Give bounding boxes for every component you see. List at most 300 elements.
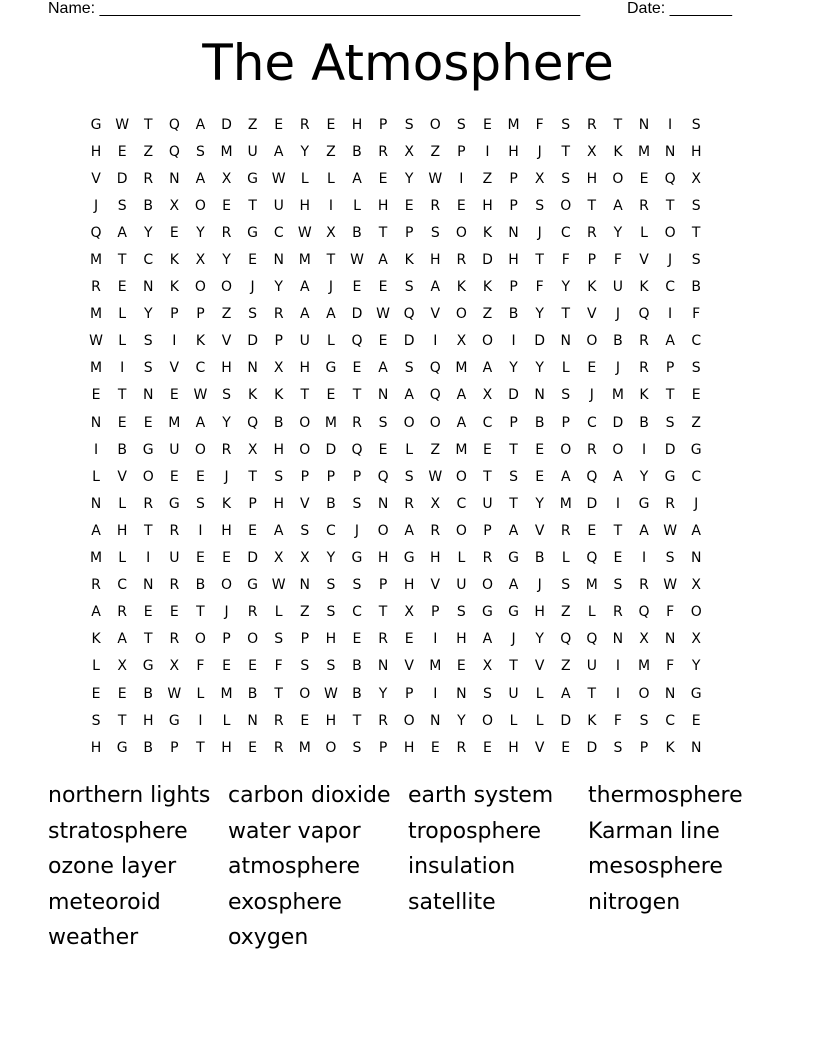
grid-cell[interactable]: M — [298, 739, 311, 756]
grid-cell[interactable]: S — [561, 577, 571, 594]
grid-cell[interactable]: E — [404, 631, 414, 648]
grid-cell[interactable]: Q — [247, 414, 259, 431]
grid-cell[interactable]: P — [196, 306, 205, 323]
grid-cell[interactable]: B — [508, 306, 519, 323]
grid-cell[interactable]: Z — [560, 604, 571, 621]
grid-cell[interactable]: N — [377, 387, 389, 404]
grid-cell[interactable]: F — [196, 658, 205, 675]
grid-cell[interactable]: S — [404, 116, 414, 133]
grid-cell[interactable]: W — [271, 170, 286, 187]
grid-cell[interactable]: Y — [535, 631, 544, 648]
grid-cell[interactable]: N — [90, 414, 102, 431]
grid-cell[interactable]: R — [273, 306, 284, 323]
grid-cell[interactable]: N — [508, 224, 519, 241]
grid-cell[interactable]: L — [535, 712, 544, 729]
grid-cell[interactable]: G — [142, 658, 154, 675]
grid-cell[interactable]: E — [248, 522, 258, 539]
grid-cell[interactable]: V — [169, 360, 180, 377]
grid-cell[interactable]: A — [273, 522, 284, 539]
grid-cell[interactable]: T — [117, 712, 127, 729]
grid-cell[interactable]: N — [560, 333, 571, 350]
grid-cell[interactable]: A — [508, 577, 519, 594]
grid-cell[interactable]: S — [143, 333, 153, 350]
grid-cell[interactable]: P — [431, 604, 440, 621]
grid-cell[interactable]: F — [535, 279, 544, 296]
grid-cell[interactable]: I — [668, 116, 673, 133]
grid-cell[interactable]: E — [326, 116, 336, 133]
grid-cell[interactable]: G — [508, 604, 519, 621]
grid-cell[interactable]: E — [274, 116, 284, 133]
grid-cell[interactable]: E — [169, 224, 179, 241]
grid-cell[interactable]: Y — [535, 495, 544, 512]
grid-cell[interactable]: N — [247, 360, 258, 377]
grid-cell[interactable]: O — [221, 577, 233, 594]
grid-cell[interactable]: Q — [429, 360, 441, 377]
grid-cell[interactable]: Y — [691, 658, 701, 675]
grid-cell[interactable]: W — [428, 170, 443, 187]
grid-cell[interactable]: V — [430, 306, 441, 323]
grid-cell[interactable]: X — [195, 252, 206, 269]
grid-cell[interactable]: R — [456, 739, 467, 756]
grid-cell[interactable]: T — [665, 197, 675, 214]
grid-cell[interactable]: K — [456, 279, 466, 296]
grid-cell[interactable]: Y — [535, 306, 544, 323]
grid-cell[interactable]: X — [691, 631, 701, 648]
grid-cell[interactable]: T — [509, 495, 518, 512]
grid-cell[interactable]: L — [353, 197, 361, 214]
grid-cell[interactable]: X — [169, 658, 180, 675]
grid-cell[interactable]: G — [690, 441, 702, 458]
grid-cell[interactable]: O — [455, 468, 467, 485]
grid-cell[interactable]: E — [691, 712, 701, 729]
grid-cell[interactable]: U — [586, 658, 597, 675]
grid-cell[interactable]: O — [455, 306, 467, 323]
grid-cell[interactable]: Q — [638, 306, 650, 323]
grid-cell[interactable]: O — [560, 197, 572, 214]
grid-cell[interactable]: J — [224, 604, 229, 621]
grid-cell[interactable]: Q — [586, 468, 598, 485]
grid-cell[interactable]: N — [273, 252, 284, 269]
grid-cell[interactable]: O — [481, 577, 493, 594]
grid-cell[interactable]: E — [248, 658, 258, 675]
grid-cell[interactable]: G — [508, 550, 519, 567]
grid-cell[interactable]: S — [639, 712, 649, 729]
grid-cell[interactable]: I — [198, 522, 203, 539]
grid-cell[interactable]: S — [456, 116, 466, 133]
grid-cell[interactable]: F — [535, 116, 544, 133]
grid-cell[interactable]: S — [691, 360, 701, 377]
grid-cell[interactable]: C — [352, 604, 362, 621]
grid-cell[interactable]: X — [326, 224, 336, 241]
grid-cell[interactable]: I — [459, 170, 464, 187]
grid-cell[interactable]: A — [300, 306, 310, 323]
grid-cell[interactable]: G — [351, 550, 363, 567]
grid-cell[interactable]: B — [195, 577, 206, 594]
grid-cell[interactable]: M — [324, 414, 337, 431]
grid-cell[interactable]: X — [221, 170, 232, 187]
grid-cell[interactable]: H — [299, 360, 311, 377]
grid-cell[interactable]: S — [274, 468, 284, 485]
grid-cell[interactable]: M — [90, 306, 103, 323]
grid-cell[interactable]: E — [613, 550, 623, 567]
grid-cell[interactable]: S — [561, 387, 571, 404]
grid-cell[interactable]: X — [404, 604, 414, 621]
grid-cell[interactable]: L — [561, 550, 570, 567]
grid-cell[interactable]: E — [404, 197, 414, 214]
grid-cell[interactable]: O — [299, 414, 311, 431]
grid-cell[interactable]: N — [690, 739, 702, 756]
grid-cell[interactable]: W — [271, 577, 286, 594]
grid-cell[interactable]: L — [640, 224, 648, 241]
grid-cell[interactable]: G — [168, 495, 180, 512]
grid-cell[interactable]: W — [193, 387, 208, 404]
grid-cell[interactable]: J — [615, 306, 620, 323]
grid-cell[interactable]: A — [639, 522, 649, 539]
grid-cell[interactable]: A — [195, 116, 206, 133]
grid-cell[interactable]: C — [195, 360, 206, 377]
grid-cell[interactable]: E — [91, 685, 101, 702]
grid-cell[interactable]: N — [534, 387, 545, 404]
grid-cell[interactable]: Y — [222, 414, 231, 431]
grid-cell[interactable]: I — [433, 631, 438, 648]
grid-cell[interactable]: R — [430, 522, 441, 539]
grid-cell[interactable]: A — [691, 522, 701, 539]
grid-cell[interactable]: E — [248, 739, 258, 756]
grid-cell[interactable]: G — [325, 360, 337, 377]
grid-cell[interactable]: A — [560, 685, 571, 702]
grid-cell[interactable]: O — [194, 631, 206, 648]
grid-cell[interactable]: Q — [586, 631, 598, 648]
grid-cell[interactable]: T — [613, 522, 623, 539]
grid-cell[interactable]: P — [587, 252, 597, 269]
grid-cell[interactable]: Z — [300, 604, 310, 621]
grid-cell[interactable]: P — [222, 631, 231, 648]
grid-cell[interactable]: A — [326, 306, 336, 323]
grid-cell[interactable]: A — [613, 197, 623, 214]
grid-cell[interactable]: K — [613, 143, 623, 160]
grid-cell[interactable]: E — [561, 739, 571, 756]
grid-cell[interactable]: Z — [143, 143, 154, 160]
grid-cell[interactable]: O — [638, 685, 650, 702]
grid-cell[interactable]: S — [352, 577, 362, 594]
grid-cell[interactable]: W — [663, 522, 678, 539]
grid-cell[interactable]: E — [169, 604, 179, 621]
grid-cell[interactable]: S — [326, 658, 336, 675]
grid-cell[interactable]: T — [274, 685, 283, 702]
grid-cell[interactable]: E — [195, 468, 205, 485]
grid-cell[interactable]: A — [352, 170, 362, 187]
grid-cell[interactable]: A — [482, 360, 493, 377]
grid-cell[interactable]: A — [117, 224, 127, 241]
grid-cell[interactable]: P — [170, 306, 179, 323]
grid-cell[interactable]: M — [220, 685, 233, 702]
grid-cell[interactable]: V — [534, 739, 545, 756]
grid-cell[interactable]: C — [665, 712, 675, 729]
grid-cell[interactable]: S — [404, 279, 414, 296]
grid-cell[interactable]: Q — [90, 224, 102, 241]
grid-cell[interactable]: S — [613, 577, 623, 594]
grid-cell[interactable]: W — [89, 333, 103, 350]
grid-cell[interactable]: N — [664, 685, 676, 702]
grid-cell[interactable]: H — [508, 252, 519, 269]
grid-cell[interactable]: V — [587, 306, 597, 323]
grid-cell[interactable]: A — [482, 631, 493, 648]
grid-cell[interactable]: L — [561, 360, 570, 377]
grid-cell[interactable]: K — [639, 279, 649, 296]
grid-cell[interactable]: T — [352, 712, 362, 729]
grid-cell[interactable]: Z — [326, 143, 336, 160]
grid-cell[interactable]: Y — [535, 360, 544, 377]
grid-cell[interactable]: K — [639, 387, 649, 404]
grid-cell[interactable]: E — [483, 116, 492, 133]
grid-cell[interactable]: J — [511, 631, 516, 648]
grid-cell[interactable]: H — [90, 143, 102, 160]
grid-cell[interactable]: O — [403, 414, 415, 431]
grid-cell[interactable]: H — [325, 712, 337, 729]
grid-cell[interactable]: Y — [196, 224, 205, 241]
grid-cell[interactable]: P — [300, 631, 310, 648]
grid-cell[interactable]: E — [378, 279, 388, 296]
grid-cell[interactable]: X — [273, 360, 284, 377]
grid-cell[interactable]: B — [352, 685, 362, 702]
grid-cell[interactable]: P — [378, 577, 388, 594]
grid-cell[interactable]: R — [665, 495, 675, 512]
grid-cell[interactable]: S — [691, 252, 701, 269]
grid-cell[interactable]: E — [352, 279, 362, 296]
grid-cell[interactable]: J — [537, 577, 542, 594]
grid-cell[interactable]: D — [586, 739, 598, 756]
grid-cell[interactable]: O — [194, 197, 206, 214]
grid-cell[interactable]: Q — [429, 387, 441, 404]
grid-cell[interactable]: H — [430, 252, 441, 269]
grid-cell[interactable]: S — [195, 143, 205, 160]
grid-cell[interactable]: T — [326, 252, 336, 269]
grid-cell[interactable]: B — [117, 441, 127, 458]
grid-cell[interactable]: E — [117, 279, 127, 296]
grid-cell[interactable]: N — [430, 712, 441, 729]
grid-cell[interactable]: E — [535, 468, 545, 485]
grid-cell[interactable]: Y — [143, 306, 153, 323]
grid-cell[interactable]: E — [248, 252, 258, 269]
grid-cell[interactable]: Y — [613, 224, 623, 241]
grid-cell[interactable]: I — [433, 685, 438, 702]
grid-cell[interactable]: S — [509, 468, 518, 485]
grid-cell[interactable]: I — [485, 143, 490, 160]
grid-cell[interactable]: W — [115, 116, 130, 133]
grid-cell[interactable]: I — [615, 658, 620, 675]
grid-cell[interactable]: E — [639, 170, 649, 187]
grid-cell[interactable]: T — [587, 685, 597, 702]
grid-cell[interactable]: X — [691, 170, 701, 187]
grid-cell[interactable]: W — [167, 685, 182, 702]
grid-cell[interactable]: S — [535, 197, 545, 214]
grid-cell[interactable]: K — [248, 387, 258, 404]
grid-cell[interactable]: P — [509, 414, 518, 431]
grid-cell[interactable]: A — [665, 333, 675, 350]
grid-cell[interactable]: R — [378, 712, 388, 729]
grid-cell[interactable]: O — [481, 333, 493, 350]
grid-cell[interactable]: H — [325, 631, 337, 648]
grid-cell[interactable]: P — [170, 739, 179, 756]
grid-cell[interactable]: C — [143, 252, 154, 269]
grid-cell[interactable]: L — [118, 495, 127, 512]
grid-cell[interactable]: B — [143, 197, 154, 214]
grid-cell[interactable]: R — [404, 495, 415, 512]
grid-cell[interactable]: N — [377, 658, 389, 675]
grid-cell[interactable]: T — [117, 252, 127, 269]
grid-cell[interactable]: X — [117, 658, 127, 675]
grid-cell[interactable]: A — [378, 360, 388, 377]
grid-cell[interactable]: V — [430, 577, 441, 594]
grid-cell[interactable]: S — [613, 739, 623, 756]
grid-cell[interactable]: S — [352, 495, 362, 512]
grid-cell[interactable]: J — [328, 279, 333, 296]
grid-cell[interactable]: F — [666, 604, 675, 621]
grid-cell[interactable]: R — [560, 522, 571, 539]
grid-cell[interactable]: S — [665, 550, 675, 567]
grid-cell[interactable]: M — [507, 116, 520, 133]
grid-cell[interactable]: M — [429, 658, 442, 675]
grid-cell[interactable]: S — [665, 414, 675, 431]
grid-cell[interactable]: N — [664, 631, 676, 648]
grid-cell[interactable]: H — [221, 522, 232, 539]
grid-cell[interactable]: T — [196, 604, 205, 621]
grid-cell[interactable]: G — [664, 468, 676, 485]
grid-cell[interactable]: P — [457, 143, 466, 160]
grid-cell[interactable]: E — [378, 441, 388, 458]
grid-cell[interactable]: Q — [168, 143, 180, 160]
grid-cell[interactable]: E — [456, 658, 466, 675]
grid-cell[interactable]: R — [143, 495, 154, 512]
grid-cell[interactable]: K — [195, 333, 206, 350]
grid-cell[interactable]: K — [587, 279, 597, 296]
grid-cell[interactable]: D — [116, 170, 128, 187]
grid-cell[interactable]: X — [639, 631, 649, 648]
grid-cell[interactable]: T — [378, 604, 388, 621]
grid-cell[interactable]: X — [300, 550, 310, 567]
grid-cell[interactable]: D — [508, 387, 519, 404]
grid-cell[interactable]: R — [639, 333, 649, 350]
grid-cell[interactable]: S — [117, 197, 127, 214]
grid-cell[interactable]: H — [377, 197, 389, 214]
grid-cell[interactable]: U — [169, 550, 180, 567]
grid-cell[interactable]: K — [482, 279, 493, 296]
grid-cell[interactable]: X — [587, 143, 597, 160]
grid-cell[interactable]: R — [378, 631, 388, 648]
grid-cell[interactable]: E — [169, 468, 179, 485]
grid-cell[interactable]: P — [639, 739, 649, 756]
grid-cell[interactable]: J — [589, 387, 594, 404]
grid-cell[interactable]: L — [509, 712, 518, 729]
grid-cell[interactable]: E — [352, 360, 362, 377]
grid-cell[interactable]: P — [378, 739, 388, 756]
grid-cell[interactable]: K — [169, 279, 179, 296]
grid-cell[interactable]: Y — [222, 252, 231, 269]
grid-cell[interactable]: O — [377, 522, 389, 539]
grid-cell[interactable]: S — [352, 739, 362, 756]
grid-cell[interactable]: E — [378, 333, 388, 350]
grid-cell[interactable]: T — [117, 387, 127, 404]
grid-cell[interactable]: V — [534, 522, 545, 539]
grid-cell[interactable]: H — [690, 143, 702, 160]
grid-cell[interactable]: M — [637, 658, 651, 675]
grid-cell[interactable]: E — [222, 550, 231, 567]
grid-cell[interactable]: M — [455, 441, 468, 458]
grid-cell[interactable]: G — [638, 495, 650, 512]
grid-cell[interactable]: R — [456, 252, 467, 269]
grid-cell[interactable]: S — [378, 414, 388, 431]
grid-cell[interactable]: P — [665, 360, 675, 377]
grid-cell[interactable]: T — [665, 387, 675, 404]
grid-cell[interactable]: V — [534, 658, 545, 675]
grid-cell[interactable]: G — [247, 224, 259, 241]
grid-cell[interactable]: W — [297, 224, 312, 241]
grid-cell[interactable]: T — [561, 143, 571, 160]
grid-cell[interactable]: R — [91, 279, 101, 296]
grid-cell[interactable]: A — [378, 252, 388, 269]
grid-cell[interactable]: O — [142, 468, 154, 485]
grid-cell[interactable]: F — [274, 658, 283, 675]
grid-cell[interactable]: N — [377, 495, 389, 512]
grid-cell[interactable]: H — [351, 116, 363, 133]
grid-cell[interactable]: L — [222, 712, 231, 729]
grid-cell[interactable]: K — [221, 495, 232, 512]
grid-cell[interactable]: U — [508, 685, 519, 702]
grid-cell[interactable]: K — [274, 387, 284, 404]
grid-cell[interactable]: B — [273, 414, 284, 431]
grid-cell[interactable]: B — [352, 224, 362, 241]
grid-cell[interactable]: P — [483, 522, 492, 539]
grid-cell[interactable]: T — [587, 197, 597, 214]
grid-cell[interactable]: P — [509, 197, 518, 214]
grid-cell[interactable]: D — [664, 441, 676, 458]
grid-cell[interactable]: E — [535, 441, 545, 458]
grid-cell[interactable]: H — [586, 170, 598, 187]
grid-cell[interactable]: C — [456, 495, 467, 512]
grid-cell[interactable]: H — [273, 441, 284, 458]
grid-cell[interactable]: R — [613, 604, 623, 621]
grid-cell[interactable]: R — [378, 143, 388, 160]
grid-cell[interactable]: V — [221, 333, 232, 350]
grid-cell[interactable]: N — [90, 495, 102, 512]
grid-cell[interactable]: T — [352, 387, 362, 404]
grid-cell[interactable]: X — [430, 495, 441, 512]
grid-cell[interactable]: M — [455, 360, 468, 377]
grid-cell[interactable]: A — [508, 522, 519, 539]
grid-cell[interactable]: Q — [403, 306, 415, 323]
grid-cell[interactable]: H — [508, 143, 519, 160]
grid-cell[interactable]: N — [299, 577, 311, 594]
grid-cell[interactable]: E — [483, 441, 492, 458]
grid-cell[interactable]: A — [117, 631, 127, 648]
grid-cell[interactable]: U — [612, 279, 624, 296]
grid-cell[interactable]: B — [143, 685, 154, 702]
grid-cell[interactable]: J — [537, 224, 542, 241]
grid-cell[interactable]: Y — [404, 170, 414, 187]
grid-cell[interactable]: I — [146, 550, 151, 567]
grid-cell[interactable]: R — [273, 739, 284, 756]
grid-cell[interactable]: O — [429, 414, 441, 431]
grid-cell[interactable]: X — [273, 550, 284, 567]
grid-cell[interactable]: Q — [664, 170, 676, 187]
grid-cell[interactable]: L — [405, 441, 414, 458]
grid-cell[interactable]: E — [91, 387, 101, 404]
grid-cell[interactable]: P — [509, 170, 518, 187]
grid-cell[interactable]: S — [326, 604, 336, 621]
grid-cell[interactable]: K — [404, 252, 414, 269]
grid-cell[interactable]: Q — [351, 333, 363, 350]
grid-cell[interactable]: B — [639, 414, 649, 431]
